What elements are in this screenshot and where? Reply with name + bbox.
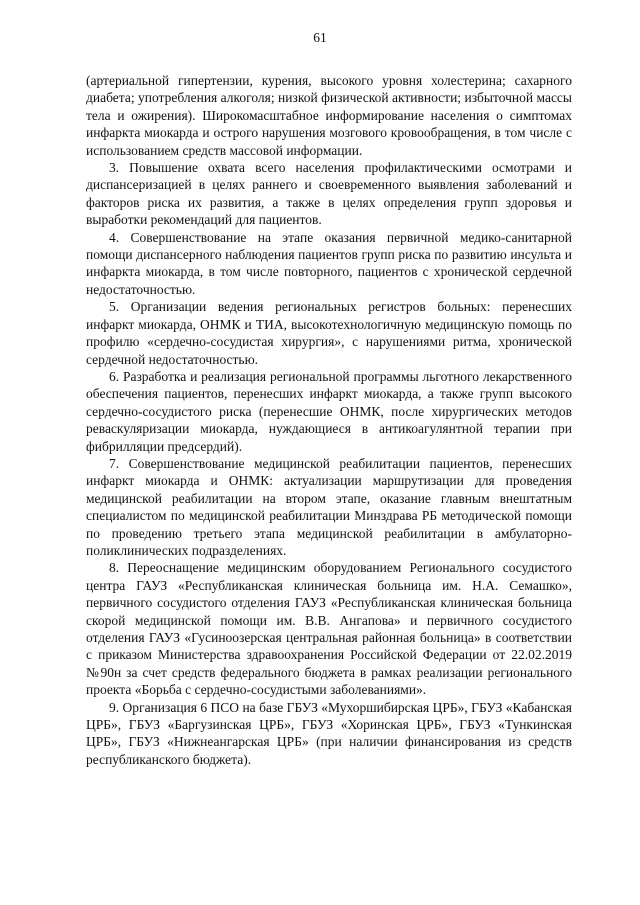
paragraph-item-7: 7. Совершенствование медицинской реабилитации пациентов, перенесших инфаркт миокарда и ОНМК: актуализации маршрутизации для проведения медицинской реабилитации на втором этапе, оказание главным внештатным специалистом по медицинской реабилитации Минздрава РБ методической помощи по проведению третьего этапа медицинской реабилитации в амбулаторно-поликлинических подразделениях. — [86, 455, 572, 558]
paragraph-item-6: 6. Разработка и реализация региональной программы льготного лекарственного обеспечения пациентов, перенесших инфаркт миокарда, а также групп высокого сердечно-сосудистого риска (перенесшие ОНМК, после хирургических методов реваскуляризации миокарда, нуждающиеся в антикоагулянтной терапии при фибрилляции предсердий). — [86, 368, 572, 454]
paragraph-item-8: 8. Переоснащение медицинским оборудованием Регионального сосудистого центра ГАУЗ «Республиканская клиническая больница им. Н.А. Семашко», первичного сосудистого отделения ГАУЗ «Республиканская клиническая больница скорой медицинской помощи им. В.В. Ангапова» и первичного сосудистого отделения ГАУЗ «Гусиноозерская центральная районная больница» в соответствии с приказом Министерства здравоохранения Российской Федерации от 22.02.2019 №90н за счет средств федерального бюджета в рамках реализации регионального проекта «Борьба с сердечно-сосудистыми заболеваниями». — [86, 560, 572, 698]
paragraph-item-3: 3. Повышение охвата всего населения профилактическими осмотрами и диспансеризацией в целях раннего и своевременного выявления заболеваний и факторов риска их развития, а также в целях определения групп здоровья и выработки рекомендаций для пациентов. — [86, 160, 572, 228]
paragraph-item-9: 9. Организация 6 ПСО на базе ГБУЗ «Мухоршибирская ЦРБ», ГБУЗ «Кабанская ЦРБ», ГБУЗ «Баргузинская ЦРБ», ГБУЗ «Хоринская ЦРБ», ГБУЗ «Тункинская ЦРБ», ГБУЗ «Нижнеангарская ЦРБ» (при наличии финансирования из средств республиканского бюджета). — [86, 699, 572, 767]
page-number: 61 — [313, 30, 327, 45]
document-body — [86, 72, 572, 768]
paragraph-item-4: 4. Совершенствование на этапе оказания первичной медико-санитарной помощи диспансерного наблюдения пациентов групп риска по развитию инсульта и инфаркта миокарда, в том числе повторного, пациентов с хронической сердечной недостаточностью. — [86, 229, 572, 297]
paragraph-item-5: 5. Организации ведения региональных регистров больных: перенесших инфаркт миокарда, ОНМК и ТИА, высокотехнологичную медицинскую помощь по профилю «сердечно-сосудистая хирургия», с нарушениями ритма, хронической сердечной недостаточностью. — [86, 299, 572, 367]
paragraph-continued: (артериальной гипертензии, курения, высокого уровня холестерина; сахарного диабета; употребления алкоголя; низкой физической активности; избыточной массы тела и ожирения). Широкомасштабное информирование населения о симптомах инфаркта миокарда и острого нарушения мозгового кровообращения, в том числе с использованием средств массовой информации. — [86, 73, 572, 158]
